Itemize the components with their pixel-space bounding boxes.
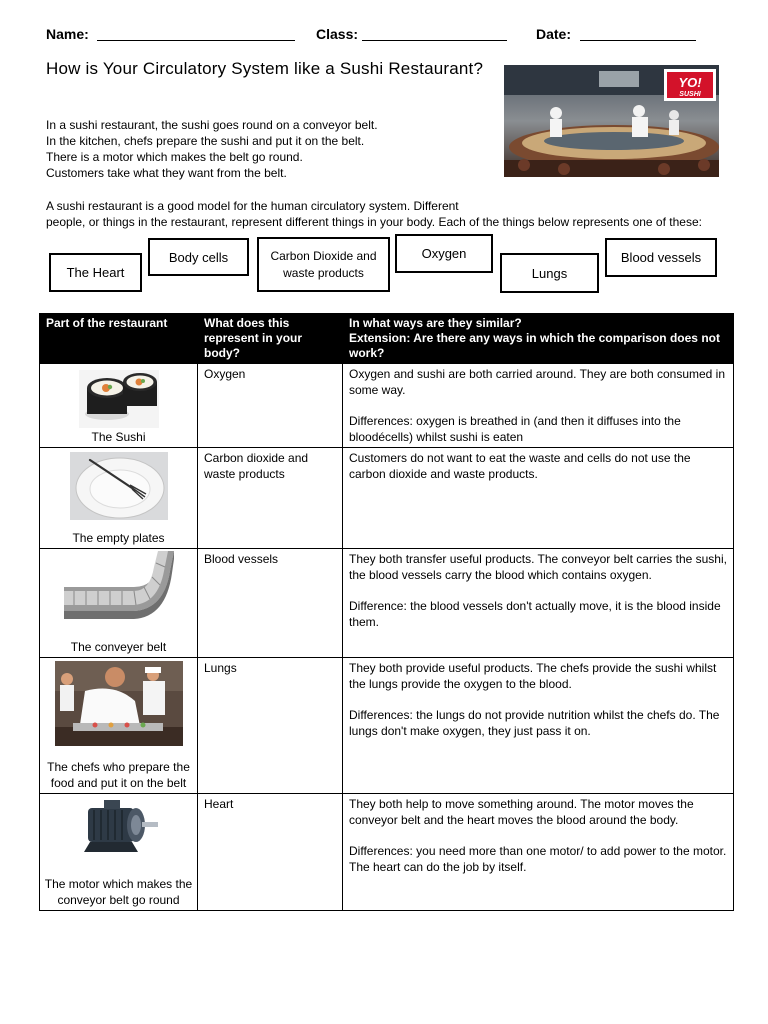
similarity-cell: [343, 549, 734, 658]
class-label: Class:: [316, 26, 359, 42]
name-field[interactable]: [97, 40, 295, 41]
represents-cell: Carbon dioxide and waste products: [198, 448, 343, 549]
table-row: [40, 549, 734, 658]
part-cell: [40, 794, 198, 911]
part-cell: [40, 658, 198, 794]
similarity-cell: [343, 364, 734, 448]
difference-text: Difference: the blood vessels don't actually move, it is the blood inside them.: [349, 599, 721, 629]
logo-text: YO!: [678, 75, 702, 90]
word-box-oxygen[interactable]: Oxygen: [395, 234, 493, 273]
header-extension: Extension: Are there any ways in which the comparison does not work?: [349, 331, 720, 360]
part-caption: The conveyer belt: [70, 640, 167, 654]
part-caption: The chefs who prepare the food and put it on the belt: [47, 760, 190, 790]
plate-image: [70, 452, 168, 520]
date-label: Date:: [536, 26, 572, 42]
word-box-carbon-dioxide[interactable]: Carbon Dioxide and waste products: [257, 237, 390, 292]
similarity-text: They both provide useful products. The chefs provide the sushi whilst the lungs provide the oxygen to the blood.: [349, 661, 717, 691]
table-row: [40, 658, 734, 794]
part-cell: [40, 364, 198, 448]
model-line: people, or things in the restaurant, represent different things in your body. Each of the things below represents one of these:: [46, 215, 702, 229]
intro-line: Customers take what they want from the belt.: [46, 166, 287, 180]
difference-text: Differences: the lungs do not provide nutrition whilst the chefs do. The lungs don't make oxygen, they just pass it on.: [349, 708, 720, 738]
part-caption: The empty plates: [72, 531, 165, 545]
similarity-cell: [343, 794, 734, 911]
header-represents: What does this represent in your body?: [198, 314, 343, 364]
table-header-row: [40, 314, 734, 364]
intro-paragraph: [46, 117, 516, 181]
header-part: Part of the restaurant: [40, 314, 198, 364]
class-field[interactable]: [362, 40, 507, 41]
conveyor-belt-image: [64, 551, 174, 627]
represents-cell: Blood vessels: [198, 549, 343, 658]
similarity-text: They both help to move something around. The motor moves the conveyor belt and the heart moves the blood around the body.: [349, 797, 694, 827]
similarity-cell: [343, 448, 734, 549]
difference-text: Differences: you need more than one motor/ to add power to the motor. The heart can do the job by itself.: [349, 844, 727, 874]
page-title: How is Your Circulatory System like a Sushi Restaurant?: [46, 59, 484, 78]
similarity-cell: [343, 658, 734, 794]
model-line: A sushi restaurant is a good model for the human circulatory system. Different: [46, 199, 459, 213]
motor-image: [76, 798, 162, 858]
restaurant-photo: [504, 65, 719, 177]
table-row: [40, 364, 734, 448]
word-box-heart[interactable]: The Heart: [49, 253, 142, 292]
similarity-text: They both transfer useful products. The conveyor belt carries the sushi, the blood vessels carry the blood which contains oxygen.: [349, 552, 727, 582]
chefs-image: [55, 661, 183, 746]
word-box-blood-vessels[interactable]: Blood vessels: [605, 238, 717, 277]
word-box-body-cells[interactable]: Body cells: [148, 238, 249, 276]
represents-cell: Lungs: [198, 658, 343, 794]
table-row: [40, 448, 734, 549]
comparison-table: [39, 313, 734, 911]
difference-text: Differences: oxygen is breathed in (and then it diffuses into the bloodécells) whilst sushi is eaten: [349, 414, 681, 444]
intro-line: In the kitchen, chefs prepare the sushi and put it on the belt.: [46, 134, 365, 148]
part-cell: [40, 549, 198, 658]
header-similar: [343, 314, 734, 364]
sushi-image: [79, 370, 159, 428]
represents-cell: Oxygen: [198, 364, 343, 448]
intro-line: There is a motor which makes the belt go round.: [46, 150, 303, 164]
header-similar-question: In what ways are they similar?: [349, 316, 522, 330]
logo-subtext: SUSHI: [679, 91, 701, 98]
table-row: [40, 794, 734, 911]
word-box-lungs[interactable]: Lungs: [500, 253, 599, 293]
part-cell: [40, 448, 198, 549]
name-label: Name:: [46, 26, 89, 42]
similarity-text: Oxygen and sushi are both carried around. They are both consumed in some way.: [349, 367, 726, 397]
model-paragraph: [46, 198, 736, 230]
date-field[interactable]: [580, 40, 696, 41]
represents-cell: Heart: [198, 794, 343, 911]
part-caption: The Sushi: [91, 430, 146, 444]
similarity-text: Customers do not want to eat the waste and cells do not use the carbon dioxide and waste products.: [349, 451, 691, 481]
part-caption: The motor which makes the conveyor belt go round: [44, 877, 193, 907]
intro-line: In a sushi restaurant, the sushi goes round on a conveyor belt.: [46, 118, 378, 132]
